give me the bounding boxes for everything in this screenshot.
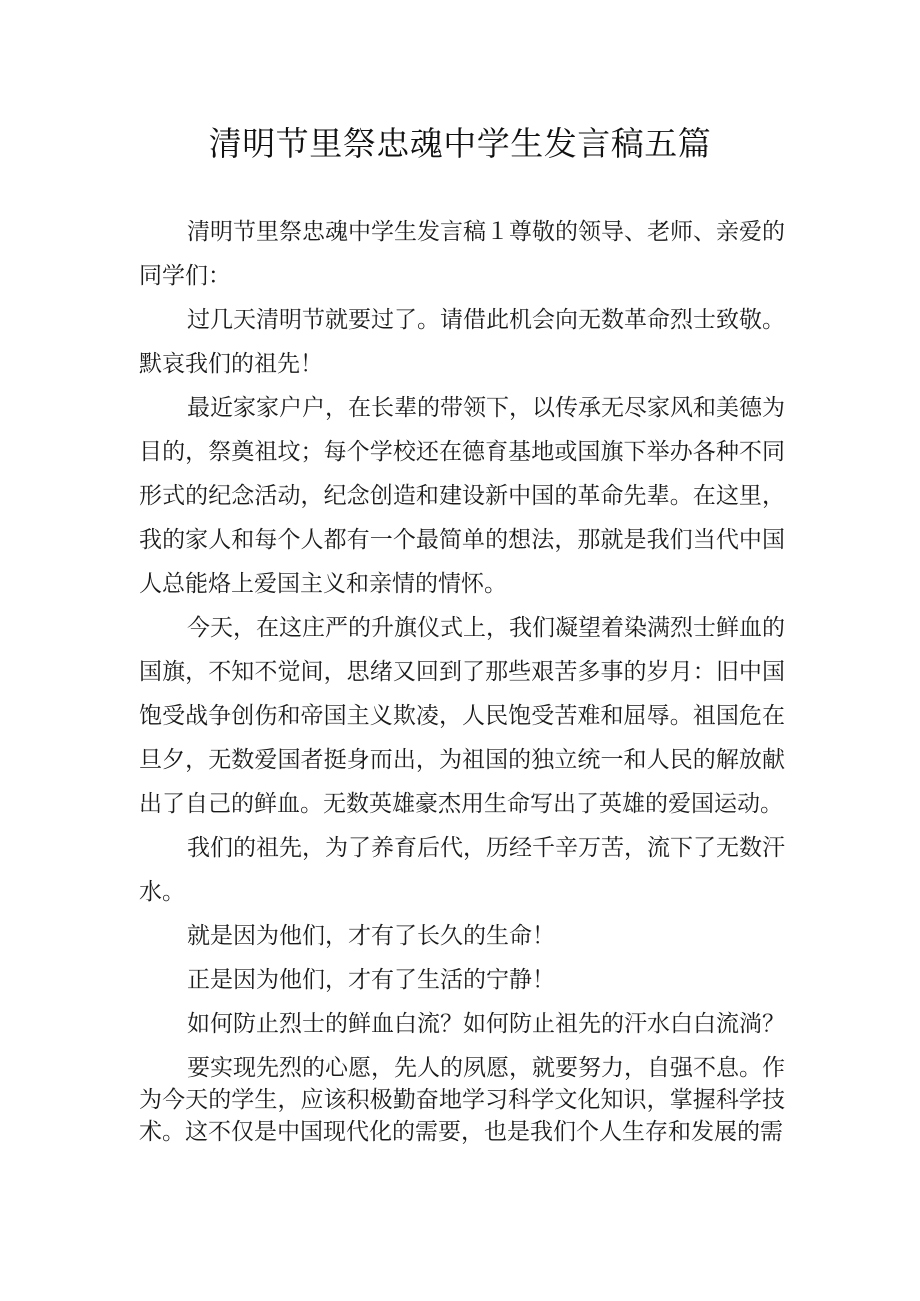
- paragraph-8: 如何防止烈士的鲜血白流？如何防止祖先的汗水白白流淌？: [187, 1011, 785, 1037]
- document-body: [139, 210, 785, 1148]
- paragraph-3: 最近家家户户，在长辈的带领下，以传承无尽家风和美德为目的，祭奠祖坟；每个学校还在德育基地或国旗下举办各种不同形式的纪念活动，纪念创造和建设新中国的革命先辈。在这里，我的家人和每个人都有一个最简单的想法，那就是我们当代中国人总能烙上爱国主义和亲情的情怀。: [139, 395, 785, 597]
- paragraph-7: 正是因为他们，才有了生活的宁静！: [187, 967, 555, 993]
- document-title: 清明节里祭忠魂中学生发言稿五篇: [208, 124, 712, 163]
- paragraph-6: 就是因为他们，才有了长久的生命！: [187, 923, 555, 949]
- paragraph-9: 要实现先烈的心愿，先人的夙愿，就要努力，自强不息。作为今天的学生，应该积极勤奋地学习科学文化知识，掌握科学技术。这不仅是中国现代化的需要，也是我们个人生存和发展的需: [139, 1055, 785, 1145]
- paragraph-2: 过几天清明节就要过了。请借此机会向无数革命烈士致敬。默哀我们的祖先！: [139, 307, 785, 377]
- paragraph-4: 今天，在这庄严的升旗仪式上，我们凝望着染满烈士鲜血的国旗，不知不觉间，思绪又回到了那些艰苦多事的岁月：旧中国饱受战争创伤和帝国主义欺凌，人民饱受苦难和屈辱。祖国危在旦夕，无数爱国者挺身而出，为祖国的独立统一和人民的解放献出了自己的鲜血。无数英雄豪杰用生命写出了英雄的爱国运动。: [139, 615, 785, 817]
- paragraph-5: 我们的祖先，为了养育后代，历经千辛万苦，流下了无数汗水。: [139, 835, 785, 905]
- paragraph-1: 清明节里祭忠魂中学生发言稿１尊敬的领导、老师、亲爱的同学们：: [139, 219, 785, 289]
